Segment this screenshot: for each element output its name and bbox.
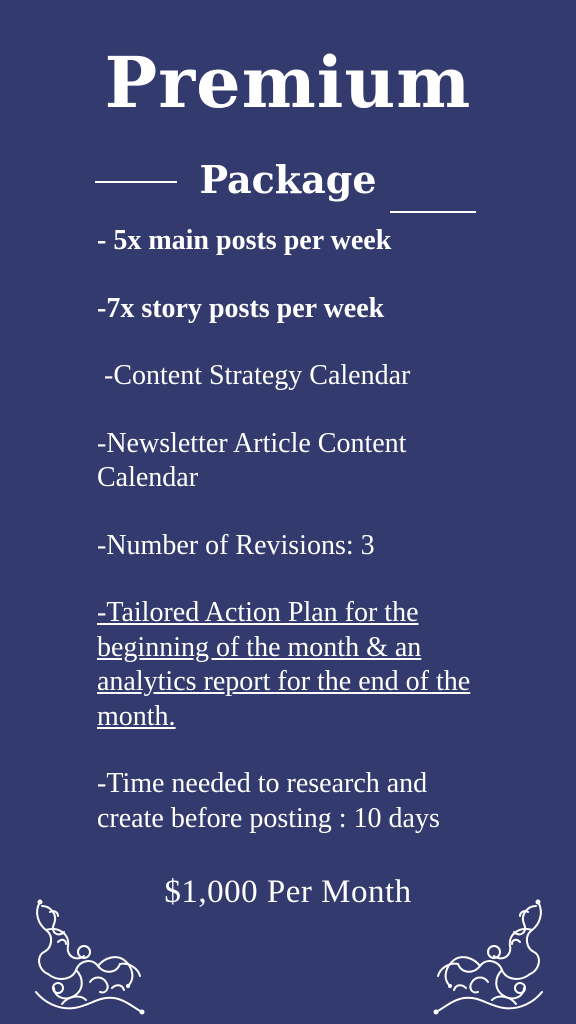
- feature-list: [97, 224, 497, 836]
- flourish-ornament-icon: [430, 892, 550, 1022]
- feature-action-plan: -Tailored Action Plan for the beginning of the month & an analytics report for the end of the month.: [97, 597, 471, 732]
- page-subtitle: Package: [199, 157, 377, 202]
- feature-newsletter-calendar: -Newsletter Article Content Calendar: [97, 427, 407, 493]
- flourish-ornament-icon: [28, 892, 148, 1022]
- page-title: Premium: [104, 41, 472, 124]
- feature-content-calendar: -Content Strategy Calendar: [97, 360, 411, 391]
- decorative-rule-right: [390, 211, 476, 213]
- feature-turnaround-time: -Time needed to research and create before posting : 10 days: [97, 768, 440, 834]
- price-label: $1,000 Per Month: [164, 874, 412, 910]
- feature-story-posts: -7x story posts per week: [97, 292, 385, 324]
- feature-revisions: -Number of Revisions: 3: [97, 529, 375, 561]
- feature-main-posts: - 5x main posts per week: [97, 225, 392, 256]
